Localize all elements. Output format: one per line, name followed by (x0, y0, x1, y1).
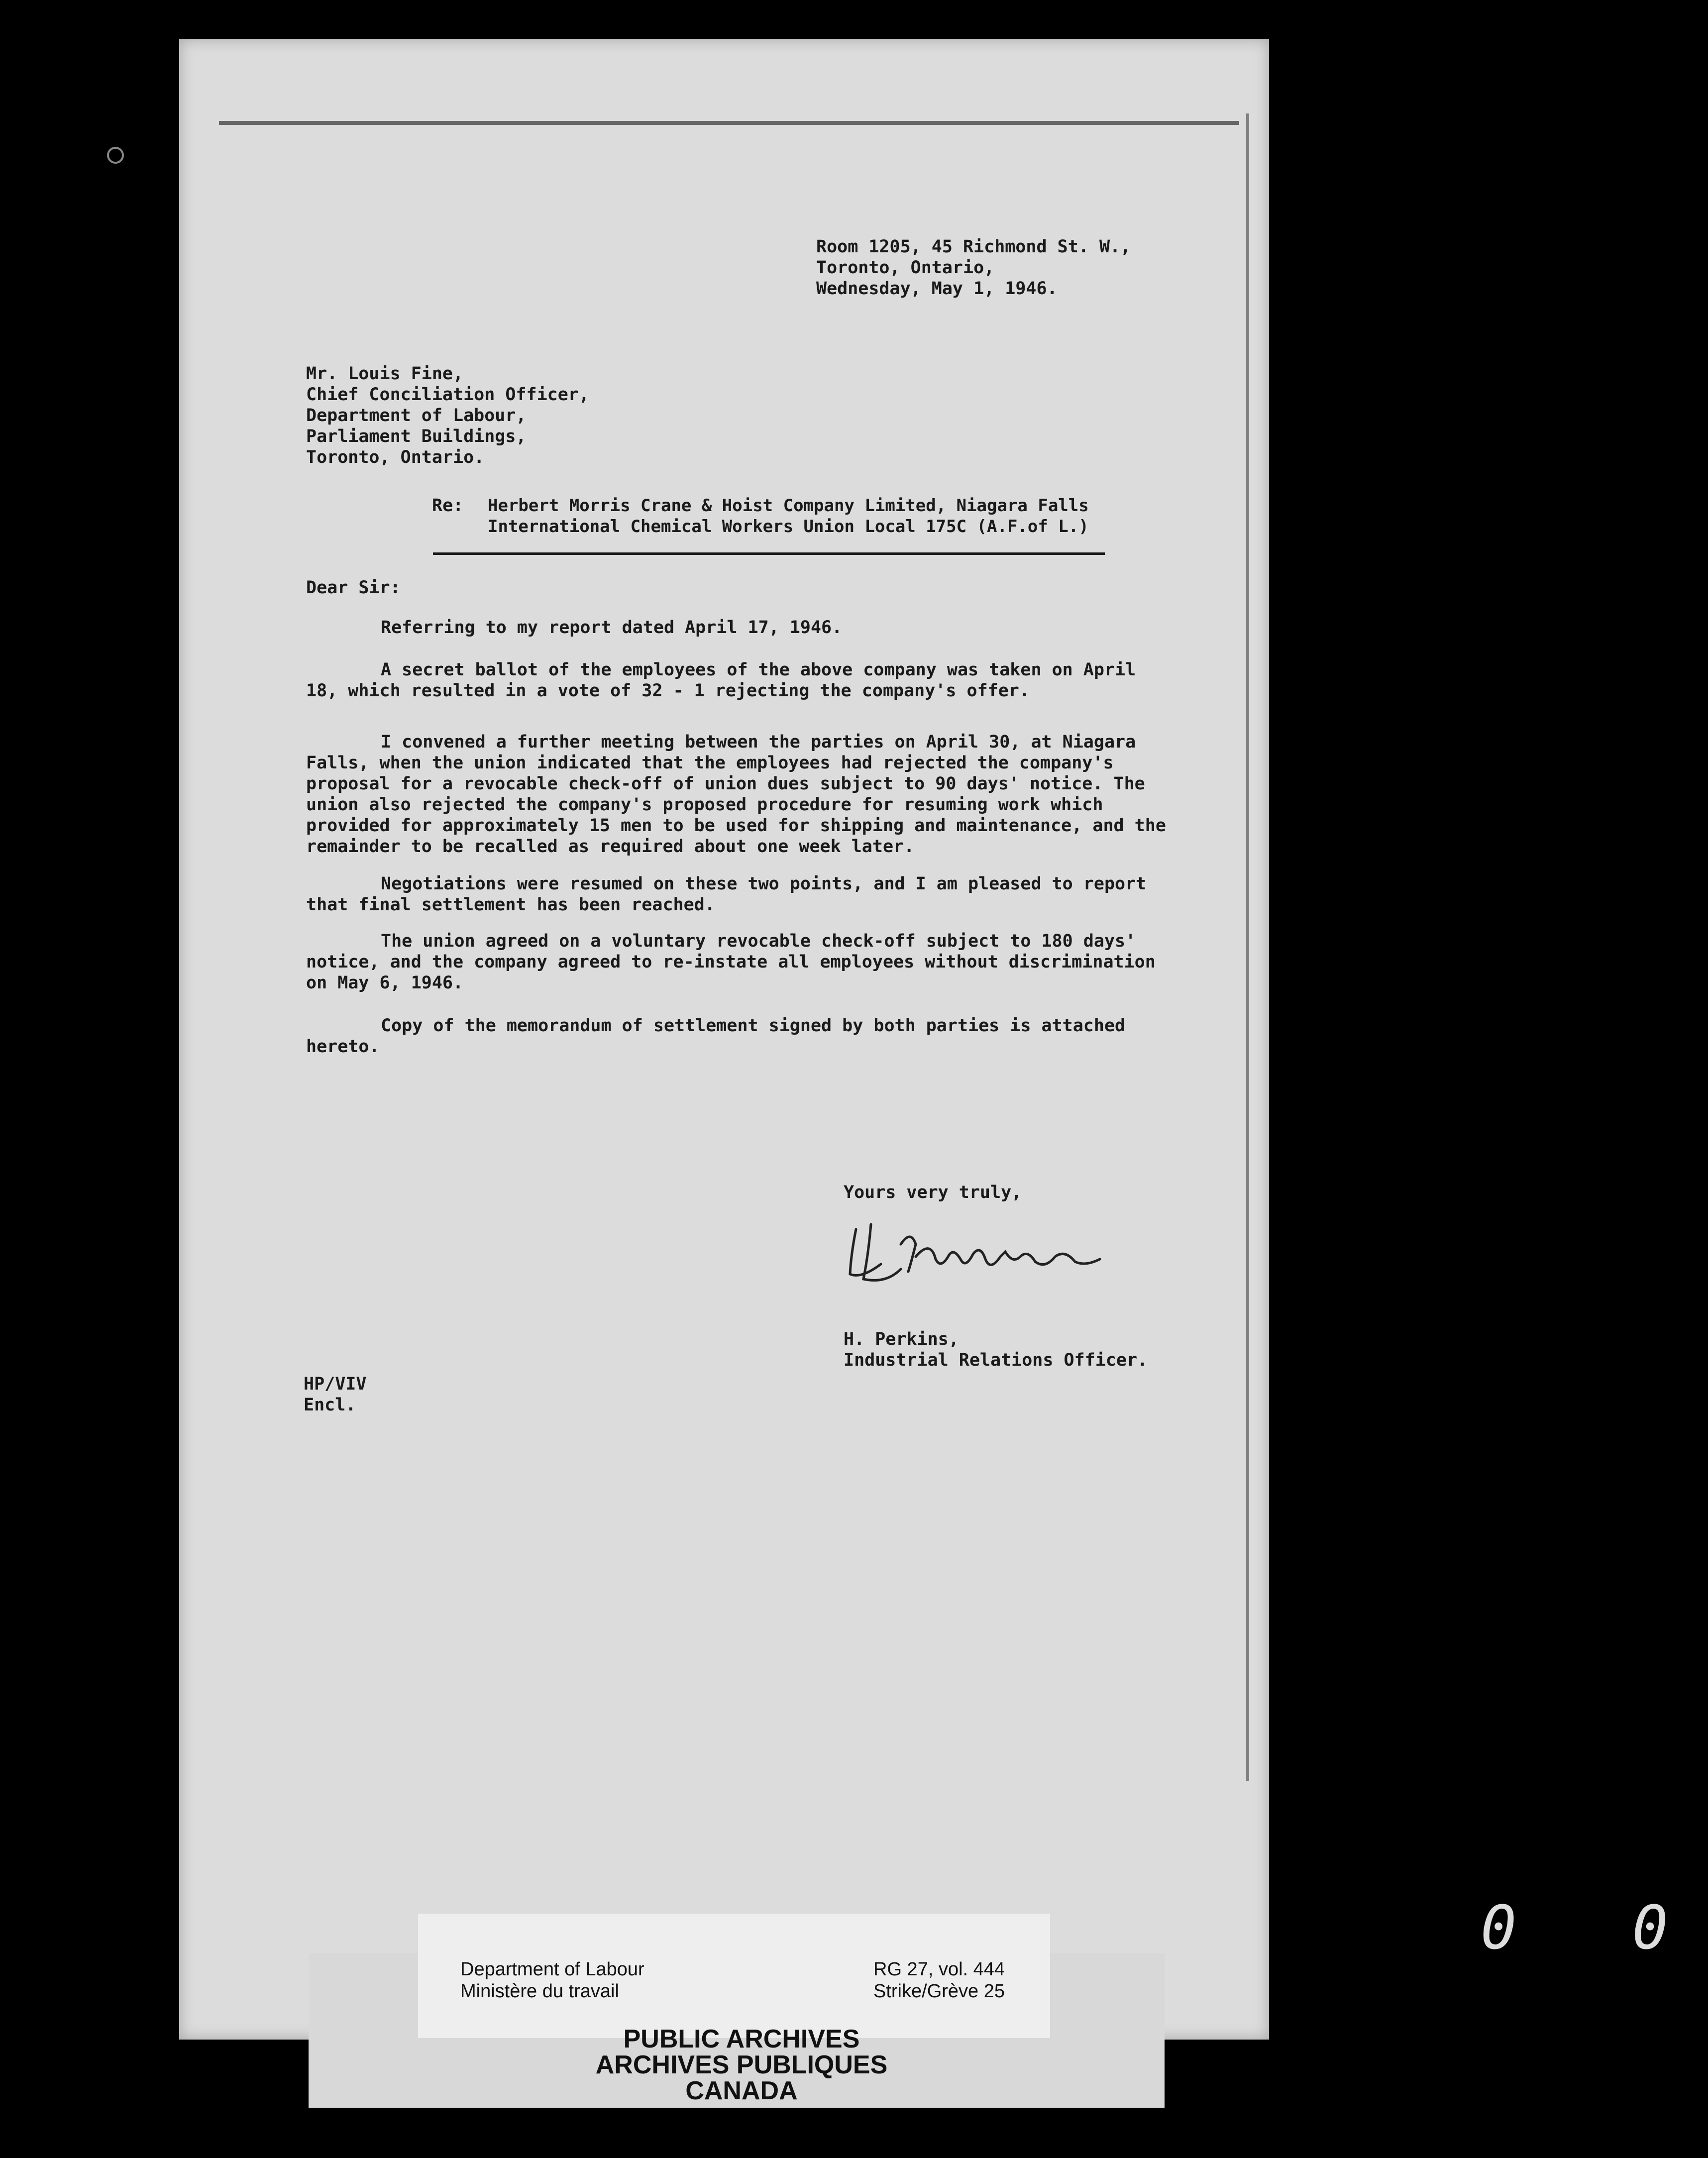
paragraph-1: Referring to my report dated April 17, 1946. (381, 618, 843, 638)
record-group-reference: RG 27, vol. 444 (873, 1959, 1005, 1980)
strike-reference: Strike/Grève 25 (873, 1981, 1005, 2002)
sender-address-line-1: Room 1205, 45 Richmond St. W., (816, 237, 1131, 257)
paragraph-6: Copy of the memorandum of settlement signed by both parties is attached hereto. (306, 1016, 1126, 1057)
salutation: Dear Sir: (306, 578, 401, 598)
recipient-building: Parliament Buildings, (306, 427, 527, 446)
reference-initials: HP/VIV (304, 1374, 367, 1394)
sender-address-line-2: Toronto, Ontario, (816, 258, 995, 278)
page-fold-top (219, 121, 1239, 125)
recipient-name: Mr. Louis Fine, (306, 364, 464, 384)
re-label: Re: (432, 496, 464, 516)
paragraph-3: I convened a further meeting between the parties on April 30, at Niagara Falls, when the union indicated that the employees had rejected the company's proposal for a revocable check-off of union dues subject to 90 days' notice. The union also rejected the company's proposed procedure for resuming work which provided for approximately 15 men to be used for shipping and maintenance, and the remainder to be recalled as required about one week later. (306, 732, 1166, 857)
paragraph-4: Negotiations were resumed on these two points, and I am pleased to report that final settlement has been reached. (306, 874, 1147, 915)
re-line-2: International Chemical Workers Union Local 175C (A.F.of L.) (488, 517, 1089, 537)
paragraph-2: A secret ballot of the employees of the above company was taken on April 18, which resulted in a vote of 32 - 1 rejecting the company's offer. (306, 660, 1136, 701)
recipient-department: Department of Labour, (306, 406, 527, 426)
subject-underline (433, 552, 1105, 555)
recipient-title: Chief Conciliation Officer, (306, 385, 589, 405)
letter-date: Wednesday, May 1, 1946. (816, 279, 1058, 299)
archives-title-en: PUBLIC ARCHIVES (623, 2025, 860, 2053)
signature (841, 1209, 1120, 1299)
signer-name: H. Perkins, (844, 1329, 959, 1349)
department-fr: Ministère du travail (460, 1981, 619, 2002)
archives-country: CANADA (685, 2076, 798, 2105)
department-en: Department of Labour (460, 1959, 644, 1980)
re-line-1: Herbert Morris Crane & Hoist Company Limited, Niagara Falls (488, 496, 1089, 516)
closing: Yours very truly, (844, 1183, 1022, 1202)
page-fold-right (1246, 113, 1249, 1781)
paragraph-5: The union agreed on a voluntary revocable check-off subject to 180 days' notice, and the company agreed to re-instate all employees without discrimination on May 6, 1946. (306, 931, 1156, 993)
microfilm-frame-number: 0 0 (1481, 1894, 1708, 1963)
punch-hole (107, 147, 124, 164)
enclosure-note: Encl. (304, 1395, 356, 1415)
archives-title-fr: ARCHIVES PUBLIQUES (595, 2050, 888, 2079)
recipient-city: Toronto, Ontario. (306, 447, 485, 467)
signer-title: Industrial Relations Officer. (844, 1350, 1148, 1370)
